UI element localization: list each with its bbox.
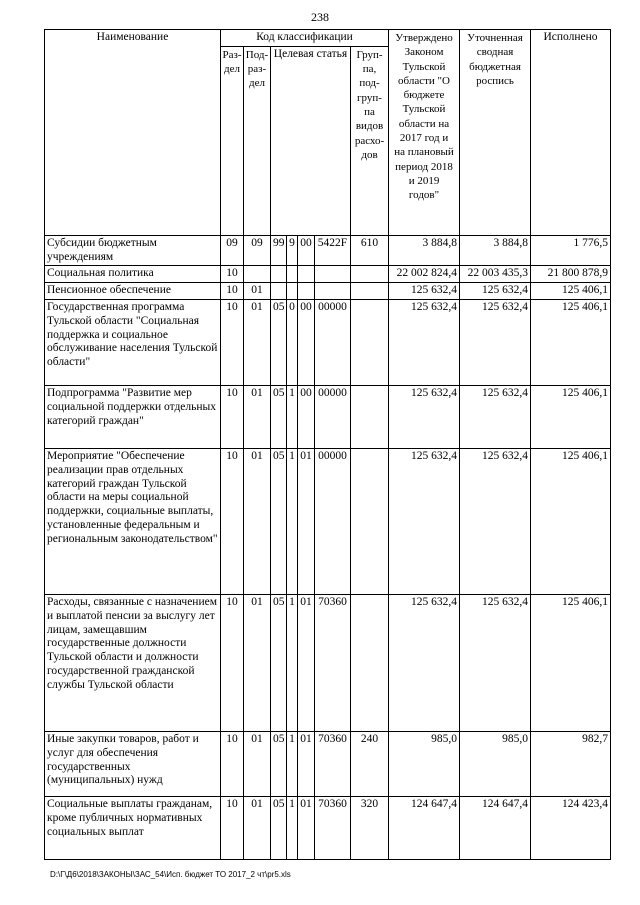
- header-target-article: Целевая статья: [271, 46, 351, 235]
- header-approved: Утверждено Законом Тульской области "О бюджете Тульской области на 2017 год и на плановый период 2018 и 2019 годов": [389, 30, 460, 236]
- row-razdel: 10: [221, 385, 244, 448]
- table-row: [45, 283, 611, 300]
- row-approved: 3 884,8: [389, 235, 460, 266]
- page-number: 238: [311, 10, 329, 24]
- row-cs1: [271, 266, 287, 283]
- row-name: Пенсионное обеспечение: [45, 283, 221, 300]
- row-name: Подпрограмма "Развитие мер социальной поддержки отдельных категорий граждан": [45, 385, 221, 448]
- header-name: Наименование: [45, 30, 221, 236]
- row-podrazdel: [244, 266, 271, 283]
- row-cs4: 70360: [315, 594, 351, 731]
- row-name: Социальные выплаты гражданам, кроме публичных нормативных социальных выплат: [45, 796, 221, 859]
- row-refined: 125 632,4: [460, 448, 531, 594]
- row-vr: [351, 594, 389, 731]
- row-executed: 125 406,1: [531, 385, 611, 448]
- budget-table: [44, 29, 611, 860]
- row-cs1: 05: [271, 385, 287, 448]
- row-cs2: 1: [287, 796, 298, 859]
- row-podrazdel: 09: [244, 235, 271, 266]
- row-refined: 3 884,8: [460, 235, 531, 266]
- table-row: [45, 266, 611, 283]
- header-section: Раз- дел: [221, 46, 244, 235]
- row-cs1: 05: [271, 299, 287, 385]
- row-cs3: 01: [298, 594, 315, 731]
- row-cs2: 9: [287, 235, 298, 266]
- row-cs4: 00000: [315, 299, 351, 385]
- row-executed: 21 800 878,9: [531, 266, 611, 283]
- row-cs4: 70360: [315, 731, 351, 796]
- row-podrazdel: 01: [244, 283, 271, 300]
- row-approved: 125 632,4: [389, 283, 460, 300]
- row-podrazdel: 01: [244, 299, 271, 385]
- row-cs2: 1: [287, 385, 298, 448]
- header-row-1: [45, 30, 611, 47]
- row-executed: 982,7: [531, 731, 611, 796]
- row-podrazdel: 01: [244, 448, 271, 594]
- row-cs4: 00000: [315, 385, 351, 448]
- row-razdel: 10: [221, 594, 244, 731]
- row-cs3: 00: [298, 235, 315, 266]
- row-refined: 125 632,4: [460, 385, 531, 448]
- row-vr: 240: [351, 731, 389, 796]
- row-razdel: 10: [221, 266, 244, 283]
- table-row: [45, 594, 611, 731]
- row-podrazdel: 01: [244, 594, 271, 731]
- row-cs2: 1: [287, 731, 298, 796]
- table-row: [45, 796, 611, 859]
- row-refined: 125 632,4: [460, 283, 531, 300]
- row-executed: 125 406,1: [531, 283, 611, 300]
- row-cs3: 01: [298, 731, 315, 796]
- row-razdel: 10: [221, 299, 244, 385]
- row-cs3: 01: [298, 796, 315, 859]
- row-cs2: 1: [287, 594, 298, 731]
- row-podrazdel: 01: [244, 731, 271, 796]
- row-cs1: 05: [271, 448, 287, 594]
- row-cs4: [315, 283, 351, 300]
- row-approved: 22 002 824,4: [389, 266, 460, 283]
- row-approved: 125 632,4: [389, 299, 460, 385]
- row-podrazdel: 01: [244, 385, 271, 448]
- row-razdel: 09: [221, 235, 244, 266]
- row-cs3: [298, 283, 315, 300]
- row-cs4: 5422F: [315, 235, 351, 266]
- row-refined: 125 632,4: [460, 299, 531, 385]
- header-expense-type: Груп- па, под- груп- па видов расхо- дов: [351, 46, 389, 235]
- row-approved: 125 632,4: [389, 448, 460, 594]
- header-executed: Исполнено: [531, 30, 611, 236]
- row-cs3: 00: [298, 385, 315, 448]
- row-name: Расходы, связанные с назначением и выплатой пенсии за выслугу лет лицам, замещавшим государственные должности Тульской области и должности государственной гражданской службы Тульской области: [45, 594, 221, 731]
- row-approved: 124 647,4: [389, 796, 460, 859]
- header-subsection: Под- раз- дел: [244, 46, 271, 235]
- header-code-group: Код классификации: [221, 30, 389, 47]
- row-cs1: 05: [271, 796, 287, 859]
- row-name: Иные закупки товаров, работ и услуг для обеспечения государственных (муниципальных) нужд: [45, 731, 221, 796]
- row-cs1: 05: [271, 731, 287, 796]
- header-refined: Уточненная сводная бюджетная роспись: [460, 30, 531, 236]
- row-cs2: 0: [287, 299, 298, 385]
- row-vr: 320: [351, 796, 389, 859]
- row-approved: 125 632,4: [389, 385, 460, 448]
- row-cs3: 00: [298, 299, 315, 385]
- row-approved: 985,0: [389, 731, 460, 796]
- row-executed: 125 406,1: [531, 299, 611, 385]
- row-cs1: [271, 283, 287, 300]
- table-row: [45, 299, 611, 385]
- table-row: [45, 448, 611, 594]
- row-cs2: [287, 283, 298, 300]
- table-row: [45, 731, 611, 796]
- row-vr: [351, 283, 389, 300]
- row-refined: 985,0: [460, 731, 531, 796]
- row-approved: 125 632,4: [389, 594, 460, 731]
- row-executed: 125 406,1: [531, 448, 611, 594]
- row-podrazdel: 01: [244, 796, 271, 859]
- row-name: Субсидии бюджетным учреждениям: [45, 235, 221, 266]
- row-refined: 124 647,4: [460, 796, 531, 859]
- row-razdel: 10: [221, 796, 244, 859]
- row-cs3: [298, 266, 315, 283]
- row-name: Мероприятие "Обеспечение реализации прав отдельных категорий граждан Тульской области на меры социальной поддержки, социальные выплаты, установленные федеральным и региональным законодательством": [45, 448, 221, 594]
- row-vr: 610: [351, 235, 389, 266]
- row-cs4: [315, 266, 351, 283]
- row-refined: 125 632,4: [460, 594, 531, 731]
- row-cs4: 00000: [315, 448, 351, 594]
- row-cs1: 05: [271, 594, 287, 731]
- row-vr: [351, 385, 389, 448]
- row-cs3: 01: [298, 448, 315, 594]
- row-vr: [351, 266, 389, 283]
- row-cs2: 1: [287, 448, 298, 594]
- row-vr: [351, 448, 389, 594]
- row-cs4: 70360: [315, 796, 351, 859]
- row-name: Социальная политика: [45, 266, 221, 283]
- row-executed: 125 406,1: [531, 594, 611, 731]
- row-razdel: 10: [221, 731, 244, 796]
- row-razdel: 10: [221, 448, 244, 594]
- row-executed: 1 776,5: [531, 235, 611, 266]
- row-cs1: 99: [271, 235, 287, 266]
- file-path-footer: D:\Г\Д6\2018\ЗАКОНЫ\ЗАС_54\Исп. бюджет ТО 2017_2 чт\pr5.xls: [50, 870, 291, 879]
- table-row: [45, 235, 611, 266]
- row-name: Государственная программа Тульской области "Социальная поддержка и социальное обслуживание населения Тульской области": [45, 299, 221, 385]
- row-vr: [351, 299, 389, 385]
- row-cs2: [287, 266, 298, 283]
- row-refined: 22 003 435,3: [460, 266, 531, 283]
- row-executed: 124 423,4: [531, 796, 611, 859]
- row-razdel: 10: [221, 283, 244, 300]
- table-row: [45, 385, 611, 448]
